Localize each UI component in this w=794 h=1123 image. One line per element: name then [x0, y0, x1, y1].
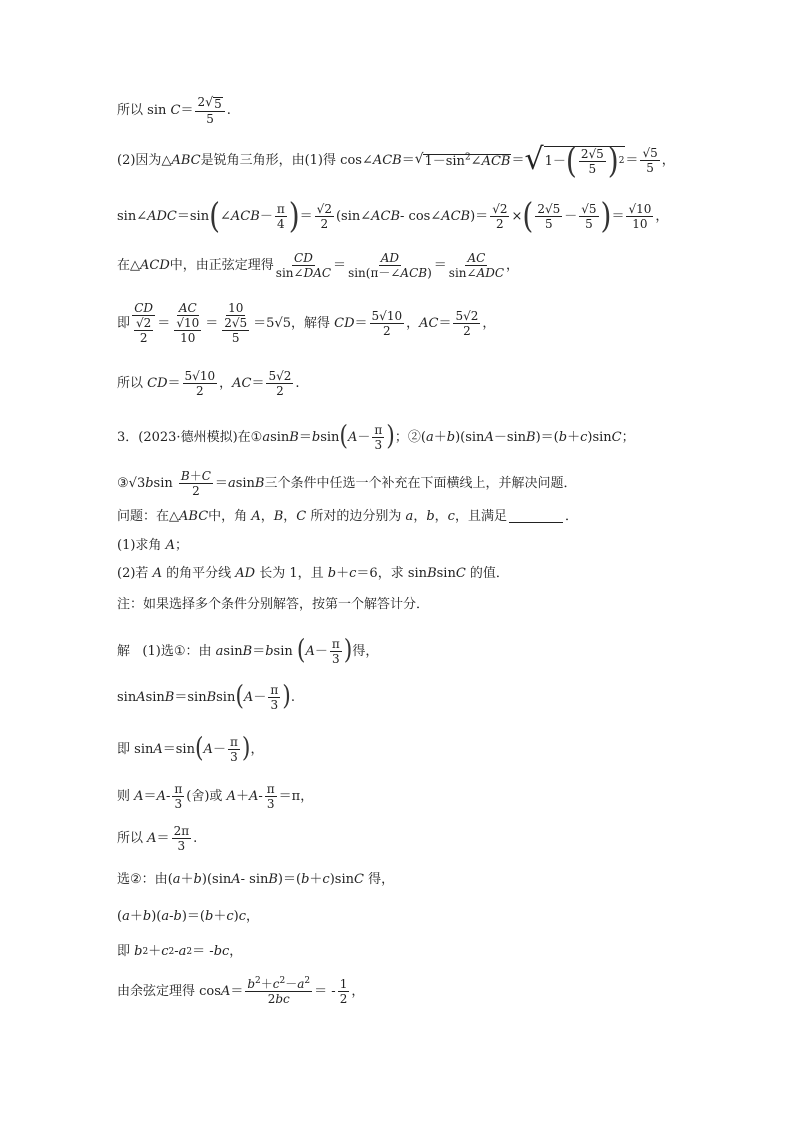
- answer-line: 即 $\frac{CD}{\frac{√2}{2}}$ ＝ $\frac{AC}{\frac{√10}{10}}$ ＝ $\frac{10}{\frac{2√5}{5}}$ ＝5√5， 解得 CD ＝ $\frac{5√10}{2}$ ， AC ＝ $\frac{5√2}{2}$ ，: [117, 301, 496, 345]
- solution-line: ( a ＋ b )( a - b )＝( b ＋ c ) c ，: [117, 909, 259, 924]
- solution-line: 选 ②： 由 ( a ＋ b )(sin A - sin B )＝( b ＋ c )sin C 得，: [117, 872, 395, 887]
- answer-line: 所以 sin C ＝ 2 √ 5 5 .: [117, 94, 231, 126]
- question-line: 问题：在 △ ABC 中，角 A ， B ， C 所对的边分别为 a ， b ， c ， 且满足 ．: [117, 509, 578, 524]
- solution-line: 则 A ＝ A - $\frac{\pi}{3}$ ( 舍 ) 或 A ＋ A - $\frac{\pi}{3}$ ＝π，: [117, 782, 314, 811]
- question-line: (2) 若 A 的角平分线 AD 长为 1， 且 b ＋ c ＝6， 求 sin B sin C 的值．: [117, 566, 509, 581]
- question-line: 3．(2023· 德州模拟 ) 在 ① a sin B ＝ b sin ( A － $\frac{\pi}{3}$ ) ；②( a ＋ b )(sin A －sin B )＝( b ＋ c )sin C ；: [117, 420, 635, 452]
- solution-line: 解 (1) 选 ①： 由 a sin B ＝ b sin ( A － $\frac{\pi}{3}$ ) 得，: [117, 634, 379, 666]
- note-line: 注：如果选择多个条件分别解答，按第一个解答计分．: [117, 597, 430, 612]
- answer-line: sin∠ ADC ＝sin ( ∠ ACB － $\frac{\pi}{4}$ ) ＝ $\frac{√2}{2}$ (sin∠ ACB - cos∠ ACB )＝ $\frac{√2}{2}$ × ( $\frac{2√5}{5}$ － $\frac{√5}{5}$ ) ＝ $\frac{√10}{10}$ ，: [117, 194, 669, 236]
- answer-line: 在 △ ACD 中，由正弦定理得 $\frac{CD}{\text{sin∠DAC}}$ ＝ $\frac{AD}{\text{sin(π－∠ACB)}}$ ＝ $\frac{AC}{\text{sin∠ADC}}$ ，: [117, 251, 520, 280]
- answer-line: (2) 因为 △ ABC 是锐角三角形，由 (1) 得 cos∠ ACB ＝ √ $1-\sin^2\angle ACB$ ＝ √ 1－ ( $\frac{2√5}{5}$ ) 2 ＝ $\frac{√5}{5}$ ，: [117, 139, 675, 181]
- solution-line: 由余弦定理得 cos A ＝ $\frac{b^2+c^2-a^2}{2bc}$ ＝ - $\frac{1}{2}$ ，: [117, 976, 365, 1006]
- solution-line: 即 b 2 ＋ c 2 - a 2 ＝ - bc ，: [117, 944, 243, 959]
- solution-line: 所以 A ＝ $\frac{2\pi}{3}$ .: [117, 824, 198, 853]
- question-line: ③√3 b sin $\frac{B+C}{2}$ ＝ a sin B 三个条件中任选一个补充在下面横线上，并解决问题．: [117, 469, 577, 498]
- question-line: (1) 求角 A ；: [117, 538, 188, 553]
- solution-line: 即 sin A ＝sin ( A － $\frac{\pi}{3}$ ) ，: [117, 732, 264, 764]
- solution-line: sin A sin B ＝sin B sin ( A － $\frac{\pi}{3}$ ) .: [117, 680, 295, 712]
- answer-line: 所以 CD ＝ $\frac{5√10}{2}$ ， AC ＝ $\frac{5√2}{2}$ .: [117, 369, 300, 398]
